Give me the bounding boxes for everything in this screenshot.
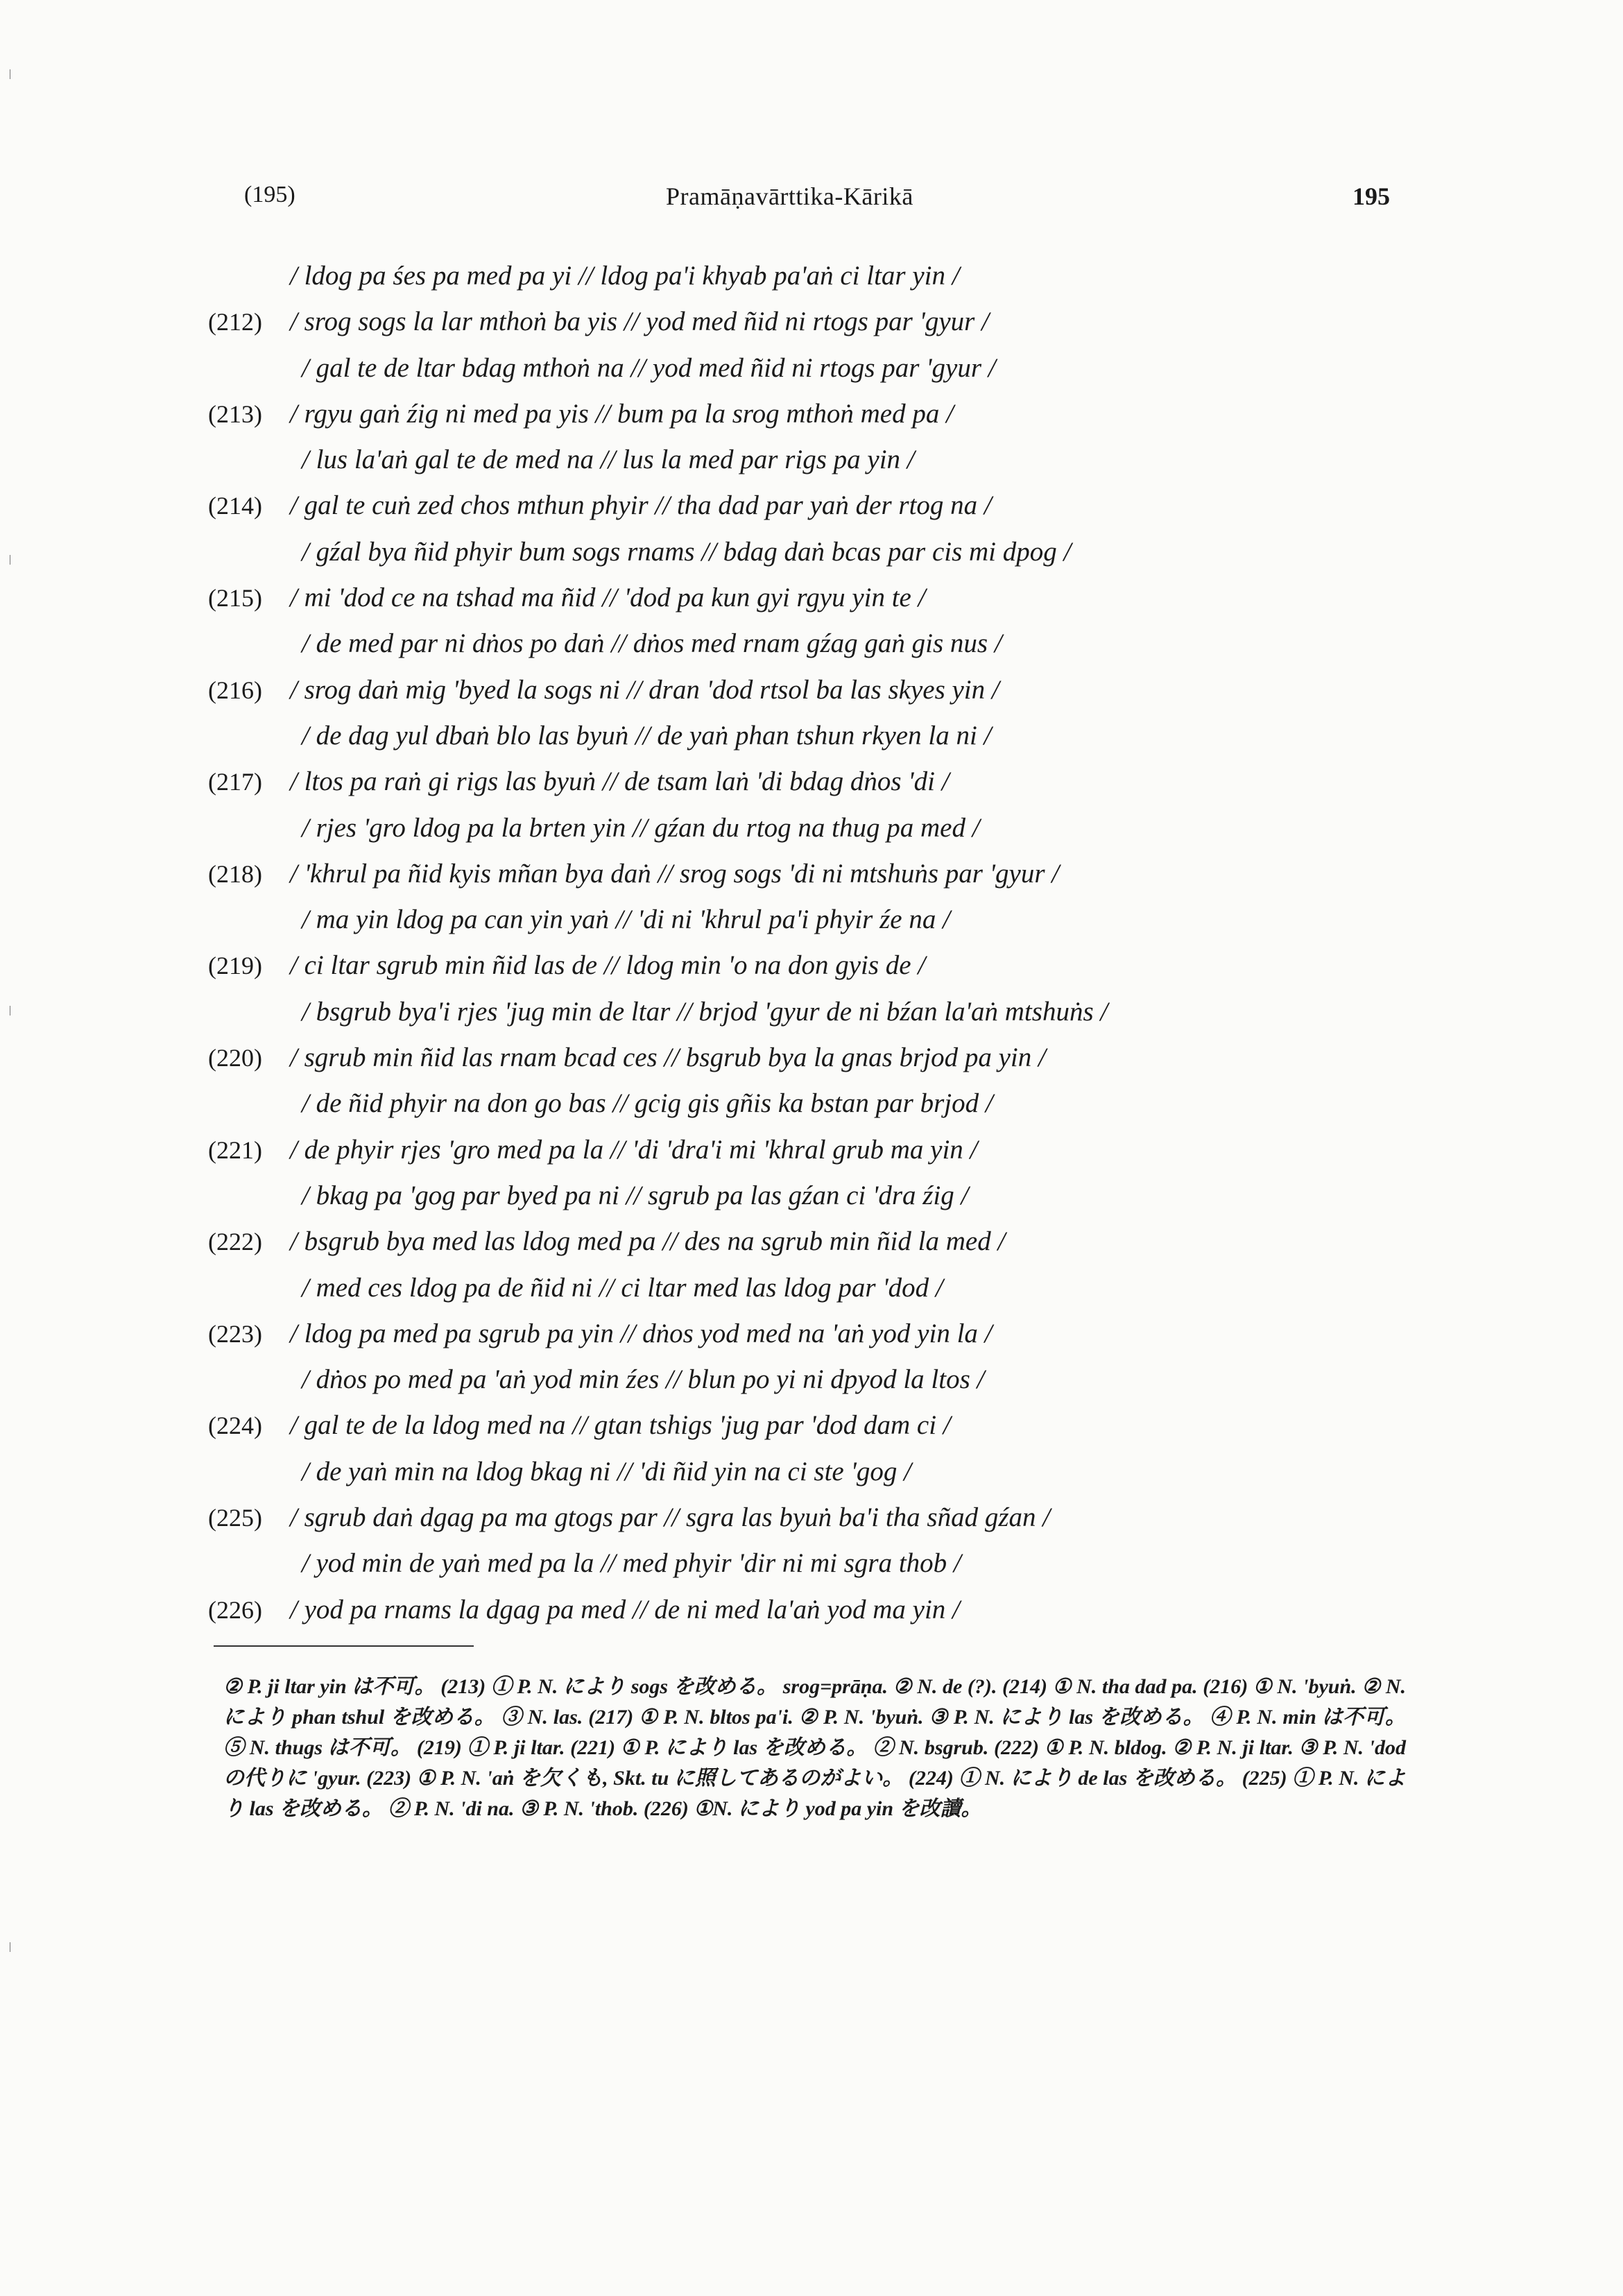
verse-text: / bsgrub bya med las ldog med pa // des na sgrub min ñid la med / bbox=[290, 1226, 1006, 1257]
verse-number: (212) bbox=[208, 308, 262, 336]
verse-line bbox=[208, 1541, 1443, 1586]
verse-line bbox=[208, 1219, 1443, 1265]
verse-text: / ldog pa med pa sgrub pa yin // dṅos yod med na 'aṅ yod yin la / bbox=[290, 1318, 993, 1348]
verse-line bbox=[208, 575, 1443, 621]
verse-line bbox=[208, 345, 1443, 391]
verse-text: / 'khrul pa ñid kyis mñan bya daṅ // srog sogs 'di ni mtshuṅs par 'gyur / bbox=[290, 858, 1060, 889]
verse-text: / gal te cuṅ zed chos mthun phyir // tha dad par yaṅ der rtog na / bbox=[290, 490, 992, 521]
verse-line bbox=[208, 1265, 1443, 1311]
header-title: Pramāṇavārttika-Kārikā bbox=[666, 182, 913, 210]
verse-text: / srog daṅ mig 'byed la sogs ni // dran 'dod rtsol ba las skyes yin / bbox=[290, 674, 999, 705]
verse-line bbox=[208, 253, 1443, 299]
verse-line bbox=[208, 1587, 1443, 1633]
verse-text: / bsgrub bya'i rjes 'jug min de ltar // brjod 'gyur de ni bźan la'aṅ mtshuṅs / bbox=[302, 996, 1108, 1027]
verse-text: / de ñid phyir na don go bas // gcig gis gñis ka bstan par brjod / bbox=[302, 1088, 993, 1119]
verse-block bbox=[208, 253, 1443, 1633]
verse-line bbox=[208, 1449, 1443, 1495]
verse-number: (219) bbox=[208, 952, 262, 980]
verse-line bbox=[208, 1127, 1443, 1173]
verse-line bbox=[208, 805, 1443, 851]
footnote-separator bbox=[214, 1645, 474, 1647]
verse-number: (217) bbox=[208, 768, 262, 796]
header-page-label: (195) bbox=[244, 182, 295, 207]
verse-number: (223) bbox=[208, 1319, 262, 1348]
verse-line bbox=[208, 1403, 1443, 1448]
verse-line bbox=[208, 943, 1443, 988]
verse-text: / dṅos po med pa 'aṅ yod min źes // blun po yi ni dpyod la ltos / bbox=[302, 1364, 985, 1395]
verse-number: (224) bbox=[208, 1412, 262, 1440]
verse-text: / rgyu gaṅ źig ni med pa yis // bum pa la srog mthoṅ med pa / bbox=[290, 398, 954, 429]
verse-line bbox=[208, 897, 1443, 943]
running-header bbox=[0, 182, 1623, 223]
verse-text: / ci ltar sgrub min ñid las de // ldog min 'o na don gyis de / bbox=[290, 950, 926, 981]
verse-text: / de yaṅ min na ldog bkag ni // 'di ñid yin na ci ste 'gog / bbox=[302, 1456, 911, 1487]
verse-line bbox=[208, 1081, 1443, 1126]
verse-text: / med ces ldog pa de ñid ni // ci ltar med las ldog par 'dod / bbox=[302, 1272, 943, 1303]
verse-line bbox=[208, 437, 1443, 483]
verse-line bbox=[208, 1173, 1443, 1219]
verse-text: / ma yin ldog pa can yin yaṅ // 'di ni 'khrul pa'i phyir źe na / bbox=[302, 905, 950, 935]
verse-text: / yod pa rnams la dgag pa med // de ni med la'aṅ yod ma yin / bbox=[290, 1594, 960, 1625]
verse-text: / sgrub min ñid las rnam bcad ces // bsgrub bya la gnas brjod pa yin / bbox=[290, 1043, 1046, 1073]
verse-number: (214) bbox=[208, 492, 262, 520]
verse-number: (225) bbox=[208, 1504, 262, 1532]
verse-line bbox=[208, 1035, 1443, 1081]
verse-text: / de dag yul dbaṅ blo las byuṅ // de yaṅ phan tshun rkyen la ni / bbox=[302, 720, 992, 751]
verse-number: (222) bbox=[208, 1228, 262, 1256]
verse-number: (221) bbox=[208, 1136, 262, 1164]
verse-line bbox=[208, 1495, 1443, 1541]
verse-text: / mi 'dod ce na tshad ma ñid // 'dod pa kun gyi rgyu yin te / bbox=[290, 583, 926, 613]
verse-number: (220) bbox=[208, 1044, 262, 1072]
verse-text: / de phyir rjes 'gro med pa la // 'di 'dra'i mi 'khral grub ma yin / bbox=[290, 1134, 978, 1165]
verse-line bbox=[208, 989, 1443, 1035]
verse-text: / srog sogs la lar mthoṅ ba yis // yod med ñid ni rtogs par 'gyur / bbox=[290, 307, 989, 337]
verse-text: / de med par ni dṅos po daṅ // dṅos med rnam gźag gaṅ gis nus / bbox=[302, 628, 1002, 659]
verse-text: / ldog pa śes pa med pa yi // ldog pa'i khyab pa'aṅ ci ltar yin / bbox=[290, 261, 960, 291]
verse-text: / rjes 'gro ldog pa la brten yin // gźan du rtog na thug pa med / bbox=[302, 812, 980, 843]
verse-line bbox=[208, 621, 1443, 667]
verse-line bbox=[208, 1357, 1443, 1403]
verse-line bbox=[208, 851, 1443, 897]
verse-text: / ltos pa raṅ gi rigs las byuṅ // de tsam laṅ 'di bdag dṅos 'di / bbox=[290, 766, 950, 797]
verse-text: / yod min de yaṅ med pa la // med phyir 'dir ni mi sgra thob / bbox=[302, 1548, 961, 1579]
footnotes: ② P. ji ltar yin は不可。 (213) ① P. N. により sogs を改める。 srog=prāṇa. ② N. de (?). (214) ① N. tha dad pa. (216) ① N. 'byuṅ. ② N. により phan tshul を改める。 ③ N. las. (217) ① P. N. bltos pa'i. ② P. N. 'byuṅ. ③ P. N. により las を改める。 ④ P. N. min は不可。 ⑤ N. thugs は不可。 (219) ① P. ji ltar. (221) ① P. により las を改める。 ② N. bsgrub. (222) ① P. N. bldog. ② P. N. ji ltar. ③ P. N. 'dod の代りに 'gyur. (223) ① P. N. 'aṅ を欠くも, Skt. tu に照してあるのがよい。 (224) ① N. により de las を改める。 (225) ① P. N. により las を改める。 ② P. N. 'di na. ③ P. N. 'thob. (226) ①N. により yod pa yin を改讀。 bbox=[223, 1675, 1406, 1820]
page-number: 195 bbox=[1352, 182, 1390, 210]
verse-number: (216) bbox=[208, 676, 262, 704]
verse-text: / gal te de ltar bdag mthoṅ na // yod med ñid ni rtogs par 'gyur / bbox=[302, 352, 996, 383]
verse-line bbox=[208, 391, 1443, 437]
verse-number: (215) bbox=[208, 584, 262, 612]
verse-text: / gźal bya ñid phyir bum sogs rnams // bdag daṅ bcas par cis mi dpog / bbox=[302, 536, 1072, 567]
verse-number: (213) bbox=[208, 400, 262, 428]
verse-line bbox=[208, 483, 1443, 529]
verse-line bbox=[208, 529, 1443, 575]
verse-text: / bkag pa 'gog par byed pa ni // sgrub pa las gźan ci 'dra źig / bbox=[302, 1180, 969, 1210]
verse-text: / sgrub daṅ dgag pa ma gtogs par // sgra las byuṅ ba'i tha sñad gźan / bbox=[290, 1502, 1051, 1533]
verse-line bbox=[208, 1311, 1443, 1357]
verse-line bbox=[208, 299, 1443, 345]
verse-line bbox=[208, 713, 1443, 759]
verse-line bbox=[208, 759, 1443, 805]
verse-text: / gal te de la ldog med na // gtan tshigs 'jug par 'dod dam ci / bbox=[290, 1410, 951, 1441]
verse-number: (226) bbox=[208, 1595, 262, 1624]
verse-text: / lus la'aṅ gal te de med na // lus la med par rigs pa yin / bbox=[302, 445, 915, 475]
verse-line bbox=[208, 667, 1443, 713]
verse-number: (218) bbox=[208, 859, 262, 888]
